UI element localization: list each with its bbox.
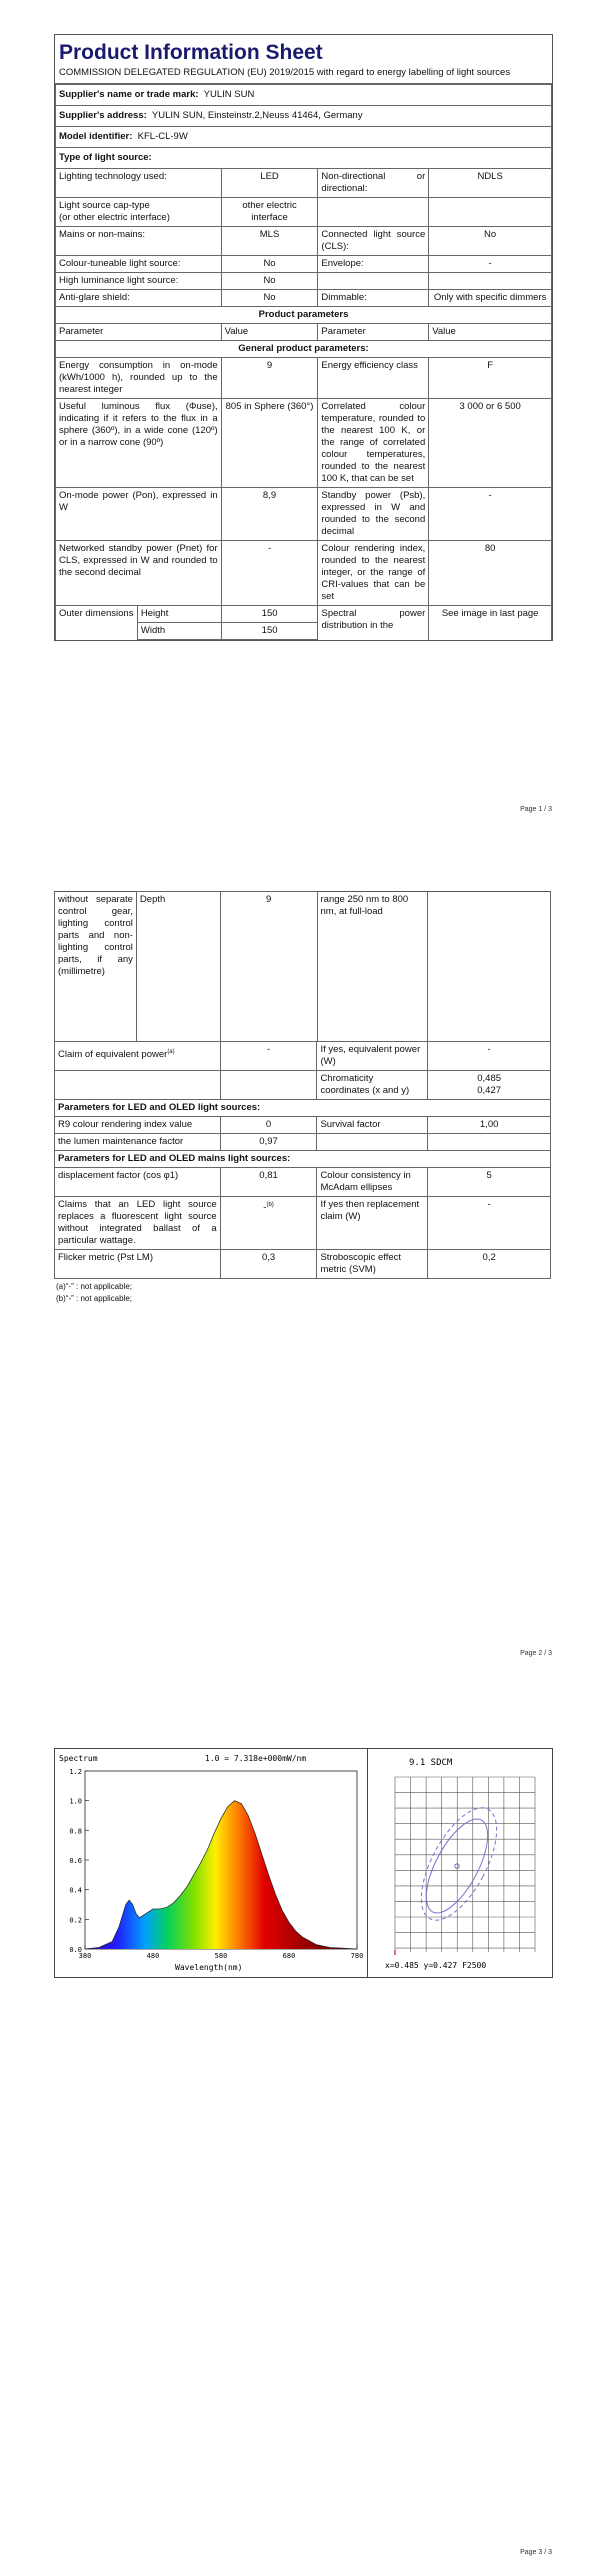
supplier-address-value: YULIN SUN, Einsteinstr.2,Neuss 41464, Germany [151, 110, 363, 121]
footnote-a: (a)“-” : not applicable; [56, 1282, 133, 1291]
colour-consistency-value: 5 [428, 1168, 551, 1197]
depth-label: Depth [136, 892, 220, 1042]
claim-equivalent-power-value: - [220, 1042, 317, 1071]
y-tick-label: 0.2 [69, 1916, 82, 1925]
spectrum-title: Spectrum [59, 1754, 98, 1763]
type-label: Envelope: [318, 256, 429, 273]
type-label: High luminance light source: [56, 273, 222, 290]
parameter-label: Energy efficiency class [318, 358, 429, 399]
type-row [56, 227, 552, 256]
product-parameters-heading: Product parameters [56, 307, 552, 324]
x-tick-label: 780 [350, 1952, 364, 1960]
general-row [56, 399, 552, 488]
x-tick-label: 380 [78, 1952, 92, 1960]
supplier-address-label: Supplier's address: [59, 110, 147, 121]
spd-label-continued: range 250 nm to 800 nm, at full-load [317, 892, 428, 1042]
light-source-type-heading: Type of light source: [56, 148, 552, 169]
y-tick-label: 0.4 [69, 1886, 82, 1895]
spectrum-xlabel: Wavelength(nm) [175, 1963, 243, 1972]
footnote-marker-b: (b) [266, 1202, 274, 1208]
type-rows [56, 169, 552, 307]
lumen-maintenance-value: 0,97 [220, 1134, 317, 1151]
chromaticity-readout: x=0.485 y=0.427 F2500 [385, 1961, 487, 1970]
general-parameters-heading: General product parameters: [56, 341, 552, 358]
supplier-name-value: YULIN SUN [203, 89, 255, 100]
fluorescent-claim-value: - [263, 1202, 267, 1214]
chromaticity-y: 0,427 [477, 1085, 502, 1096]
chromaticity-panel [367, 1749, 552, 1977]
model-label: Model identifier: [59, 131, 133, 142]
led-section-heading: Parameters for LED and OLED light sources: [55, 1100, 551, 1117]
type-value: LED [221, 169, 318, 198]
parameter-value: 3 000 or 6 500 [429, 399, 552, 488]
spectrum-panel [55, 1749, 368, 1977]
y-tick-label: 0.8 [69, 1827, 82, 1836]
r9-value: 0 [220, 1117, 317, 1134]
type-label [318, 273, 429, 290]
displacement-factor-label: displacement factor (cos φ1) [55, 1168, 221, 1197]
spd-value-continued [428, 892, 551, 1042]
type-label: Connected light source (CLS): [318, 227, 429, 256]
type-value: Only with specific dimmers [429, 290, 552, 307]
type-label: Dimmable: [318, 290, 429, 307]
general-row [56, 488, 552, 541]
parameter-value: 9 [221, 358, 318, 399]
parameter-label: Standby power (Psb), expressed in W and rounded to the second decimal [318, 488, 429, 541]
info-sheet-page-1 [54, 34, 553, 641]
page-number: Page 1 / 3 [520, 806, 552, 813]
page-number: Page 3 / 3 [520, 2549, 552, 2556]
parameter-label: Correlated colour temperature, rounded to the nearest 100 K, or the range of correlated colour temperatures, rounded to the nearest 100 K, that can be set [318, 399, 429, 488]
parameter-value: - [221, 541, 318, 606]
dimensions-table-p1 [55, 605, 552, 640]
type-row [56, 169, 552, 198]
type-row [56, 290, 552, 307]
type-label: Anti-glare shield: [56, 290, 222, 307]
replacement-claim-value: - [428, 1197, 551, 1250]
col-header-value: Value [429, 324, 552, 341]
if-yes-equivalent-value: - [428, 1042, 551, 1071]
type-value: No [221, 290, 318, 307]
type-row [56, 273, 552, 290]
lumen-maintenance-label: the lumen maintenance factor [55, 1134, 221, 1151]
parameter-label: Useful luminous flux (Φuse), indicating if it refers to the flux in a sphere (360º), in a wide cone (120º) or in a narrow cone (90º) [56, 399, 222, 488]
page2-table [54, 1041, 551, 1279]
survival-factor-label: Survival factor [317, 1117, 428, 1134]
stroboscopic-value: 0,2 [428, 1250, 551, 1279]
y-tick-label: 0.0 [69, 1946, 82, 1954]
supplier-table [55, 84, 552, 606]
type-row [56, 198, 552, 227]
type-label [318, 198, 429, 227]
chromaticity-label: Chromaticity coordinates (x and y) [317, 1071, 428, 1100]
colour-consistency-label: Colour consistency in McAdam ellipses [317, 1168, 428, 1197]
type-label: Non-directional or directional: [318, 169, 429, 198]
general-row [56, 541, 552, 606]
dimensions-table-p2 [54, 891, 551, 1042]
height-label: Height [137, 606, 221, 623]
type-value [429, 198, 552, 227]
parameter-label: Networked standby power (Pnet) for CLS, expressed in W and rounded to the second decimal [56, 541, 222, 606]
flicker-metric-value: 0,3 [220, 1250, 317, 1279]
chromaticity-grid [395, 1777, 535, 1952]
parameter-value: 80 [429, 541, 552, 606]
macadam-ellipse-outer [406, 1797, 512, 1932]
x-tick-label: 680 [282, 1952, 296, 1960]
y-tick-label: 1.0 [69, 1797, 82, 1806]
spectrum-scale-note: 1.0 = 7.318e+000mW/nm [205, 1754, 307, 1763]
type-value: No [221, 273, 318, 290]
col-header-parameter: Parameter [318, 324, 429, 341]
type-value [429, 273, 552, 290]
parameter-value: 805 in Sphere (360°) [221, 399, 318, 488]
info-sheet-page-2 [54, 891, 551, 1305]
stroboscopic-label: Stroboscopic effect metric (SVM) [317, 1250, 428, 1279]
replacement-claim-label: If yes then replacement claim (W) [317, 1197, 428, 1250]
chromaticity-chart [367, 1749, 552, 1977]
parameter-value: 8,9 [221, 488, 318, 541]
spectrum-chart [55, 1749, 367, 1977]
type-label: Lighting technology used: [56, 169, 222, 198]
type-value: NDLS [429, 169, 552, 198]
general-rows [56, 358, 552, 606]
supplier-name-label: Supplier's name or trade mark: [59, 89, 199, 100]
spectrum-area [85, 1801, 357, 1949]
width-value: 150 [221, 623, 318, 640]
general-row [56, 358, 552, 399]
type-value: MLS [221, 227, 318, 256]
type-value: No [429, 227, 552, 256]
type-row [56, 256, 552, 273]
page-number: Page 2 / 3 [520, 1650, 552, 1657]
y-tick-label: 1.2 [69, 1768, 82, 1776]
page-1 [0, 0, 603, 820]
footnote-marker-a: (a) [167, 1049, 175, 1055]
spd-value: See image in last page [429, 606, 552, 640]
type-value: other electric interface [221, 198, 318, 227]
survival-factor-value: 1,00 [428, 1117, 551, 1134]
outer-dimensions-continued: without separate control gear, lighting control parts and non-lighting control parts, if any (millimetre) [55, 892, 137, 1042]
x-tick-label: 480 [146, 1952, 160, 1960]
page-3 [0, 1720, 603, 2560]
width-label: Width [137, 623, 221, 640]
y-tick-label: 0.6 [69, 1857, 82, 1865]
spd-label: Spectral power distribution in the [318, 606, 429, 640]
claim-equivalent-power-label: Claim of equivalent power [58, 1049, 168, 1061]
type-label: Light source cap-type (or other electric interface) [56, 198, 222, 227]
type-value: - [429, 256, 552, 273]
sdcm-title: 9.1 SDCM [409, 1758, 453, 1768]
page-title: Product Information Sheet [59, 41, 323, 64]
parameter-value: - [429, 488, 552, 541]
col-header-parameter: Parameter [56, 324, 222, 341]
flicker-metric-label: Flicker metric (Pst LM) [55, 1250, 221, 1279]
parameter-label: Colour rendering index, rounded to the nearest integer, or the range of CRI-values that can be set [318, 541, 429, 606]
type-value: No [221, 256, 318, 273]
x-tick-label: 580 [214, 1952, 228, 1960]
parameter-label: Energy consumption in on-mode (kWh/1000 h), rounded up to the nearest integer [56, 358, 222, 399]
parameter-value: F [429, 358, 552, 399]
if-yes-equivalent-label: If yes, equivalent power (W) [317, 1042, 428, 1071]
spectrum-figure [54, 1748, 553, 1978]
type-label: Colour-tuneable light source: [56, 256, 222, 273]
fluorescent-claim-label: Claims that an LED light source replaces a fluorescent light source without integrated ballast of a particular wattage. [55, 1197, 221, 1250]
type-label: Mains or non-mains: [56, 227, 222, 256]
footnote-b: (b)“-” : not applicable; [56, 1294, 133, 1303]
height-value: 150 [221, 606, 318, 623]
regulation-text: COMMISSION DELEGATED REGULATION (EU) 2019/2015 with regard to energy labelling of light sources [55, 65, 552, 84]
r9-label: R9 colour rendering index value [55, 1117, 221, 1134]
chromaticity-x: 0,485 [477, 1073, 502, 1084]
model-value: KFL-CL-9W [137, 131, 188, 142]
displacement-factor-value: 0,81 [220, 1168, 317, 1197]
outer-dimensions-label: Outer dimensions [56, 606, 138, 640]
col-header-value: Value [221, 324, 318, 341]
mains-section-heading: Parameters for LED and OLED mains light sources: [55, 1151, 551, 1168]
depth-value: 9 [220, 892, 317, 1042]
page-2 [0, 870, 603, 1670]
parameter-label: On-mode power (Pon), expressed in W [56, 488, 222, 541]
